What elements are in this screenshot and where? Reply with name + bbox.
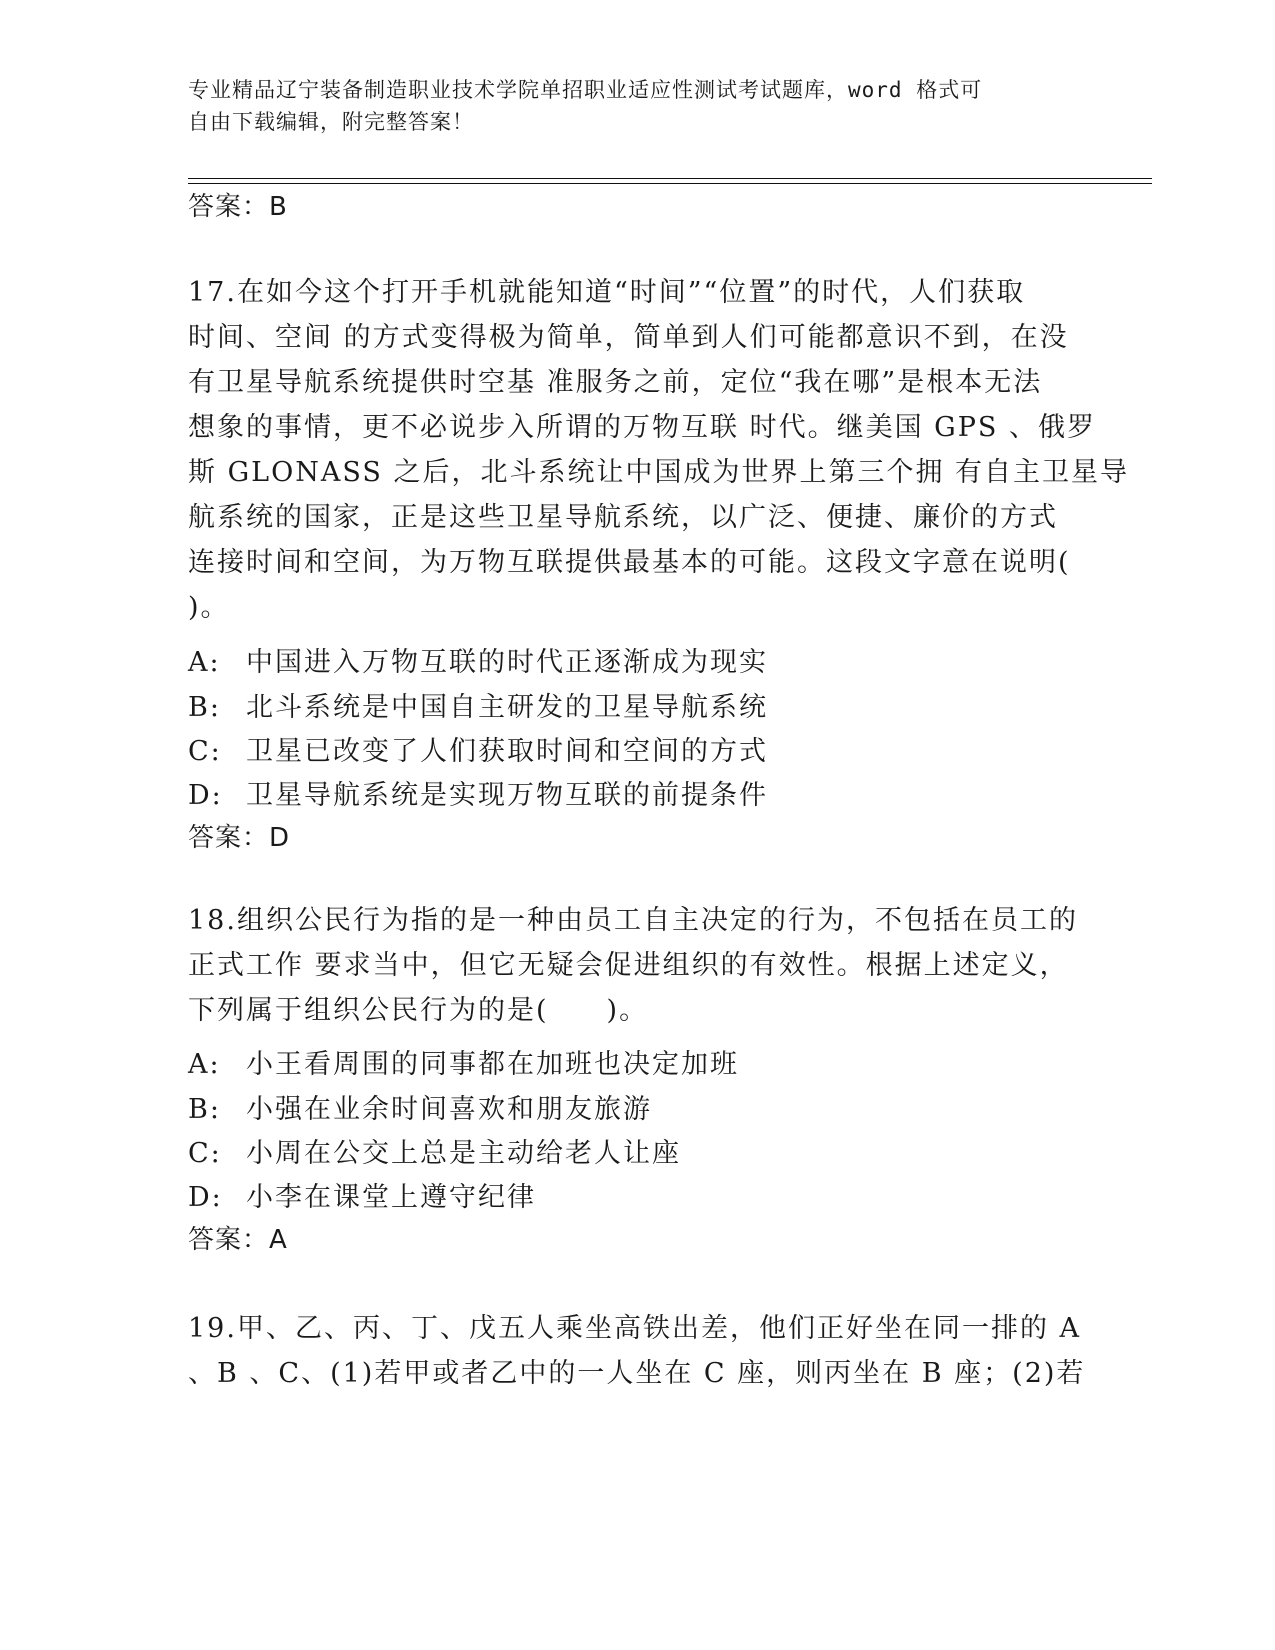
- question-18-option-b: [188, 1087, 652, 1126]
- question-18-option-d: [188, 1175, 536, 1214]
- question-18-line: 正式工作 要求当中，但它无疑会促进组织的有效性。根据上述定义，: [188, 950, 1069, 981]
- question-18-line: 18.组织公民行为指的是一种由员工自主决定的行为，不包括在员工的: [188, 905, 1078, 936]
- question-17-line: 想象的事情，更不必说步入所谓的万物互联 时代。继美国 GPS 、俄罗: [188, 412, 1096, 443]
- option-text: 中国进入万物互联的时代正逐渐成为现实: [246, 647, 768, 678]
- option-text: 北斗系统是中国自主研发的卫星导航系统: [246, 692, 768, 723]
- question-17-option-c: [188, 729, 768, 768]
- question-17-line: 时间、空间 的方式变得极为简单，简单到人们可能都意识不到，在没: [188, 322, 1069, 353]
- option-text: 小王看周围的同事都在加班也决定加班: [246, 1049, 739, 1080]
- question-18-line: 下列属于组织公民行为的是( )。: [188, 995, 649, 1026]
- question-19-line: 19.甲、乙、丙、丁、戊五人乘坐高铁出差，他们正好坐在同一排的 A: [188, 1313, 1082, 1344]
- header-line-1: 专业精品辽宁装备制造职业技术学院单招职业适应性测试考试题库，word 格式可: [188, 78, 983, 102]
- question-17-text: [188, 270, 1130, 630]
- option-text: 小强在业余时间喜欢和朋友旅游: [246, 1094, 652, 1125]
- question-17-line: 斯 GLONASS 之后，北斗系统让中国成为世界上第三个拥 有自主卫星导: [188, 457, 1130, 488]
- question-17-line: 有卫星导航系统提供时空基 准服务之前，定位“我在哪”是根本无法: [188, 367, 1043, 398]
- document-header: [188, 74, 1068, 138]
- header-line-2: 自由下载编辑，附完整答案！: [188, 110, 474, 134]
- answer-q16: 答案：B: [188, 192, 288, 222]
- option-key: D:: [188, 1182, 223, 1213]
- option-key: C:: [188, 736, 222, 767]
- option-text: 卫星导航系统是实现万物互联的前提条件: [246, 780, 768, 811]
- option-key: B:: [188, 692, 221, 723]
- option-key: C:: [188, 1138, 222, 1169]
- header-rule-top: [188, 178, 1152, 179]
- question-18-option-c: [188, 1131, 681, 1170]
- answer-q18: 答案：A: [188, 1225, 288, 1255]
- option-key: D:: [188, 780, 223, 811]
- question-17-line: 17.在如今这个打开手机就能知道“时间”“位置”的时代，人们获取: [188, 277, 1026, 308]
- option-text: 卫星已改变了人们获取时间和空间的方式: [246, 736, 768, 767]
- option-text: 小周在公交上总是主动给老人让座: [246, 1138, 681, 1169]
- answer-q17: 答案：D: [188, 823, 291, 853]
- header-rule-bottom: [188, 183, 1152, 184]
- question-17-option-b: [188, 685, 768, 724]
- question-19-line: 、B 、C、(1)若甲或者乙中的一人坐在 C 座，则丙坐在 B 座；(2)若: [188, 1358, 1086, 1389]
- option-key: B:: [188, 1094, 221, 1125]
- question-18-option-a: [188, 1042, 739, 1081]
- option-key: A:: [188, 647, 221, 678]
- question-17-line: )。: [188, 592, 230, 623]
- question-17-option-a: [188, 640, 768, 679]
- question-18-text: [188, 898, 1088, 1033]
- question-17-line: 连接时间和空间，为万物互联提供最基本的可能。这段文字意在说明(: [188, 547, 1071, 578]
- question-17-option-d: [188, 773, 768, 812]
- question-19-text: [188, 1306, 1088, 1396]
- option-text: 小李在课堂上遵守纪律: [246, 1182, 536, 1213]
- option-key: A:: [188, 1049, 221, 1080]
- question-17-line: 航系统的国家，正是这些卫星导航系统，以广泛、便捷、廉价的方式: [188, 502, 1058, 533]
